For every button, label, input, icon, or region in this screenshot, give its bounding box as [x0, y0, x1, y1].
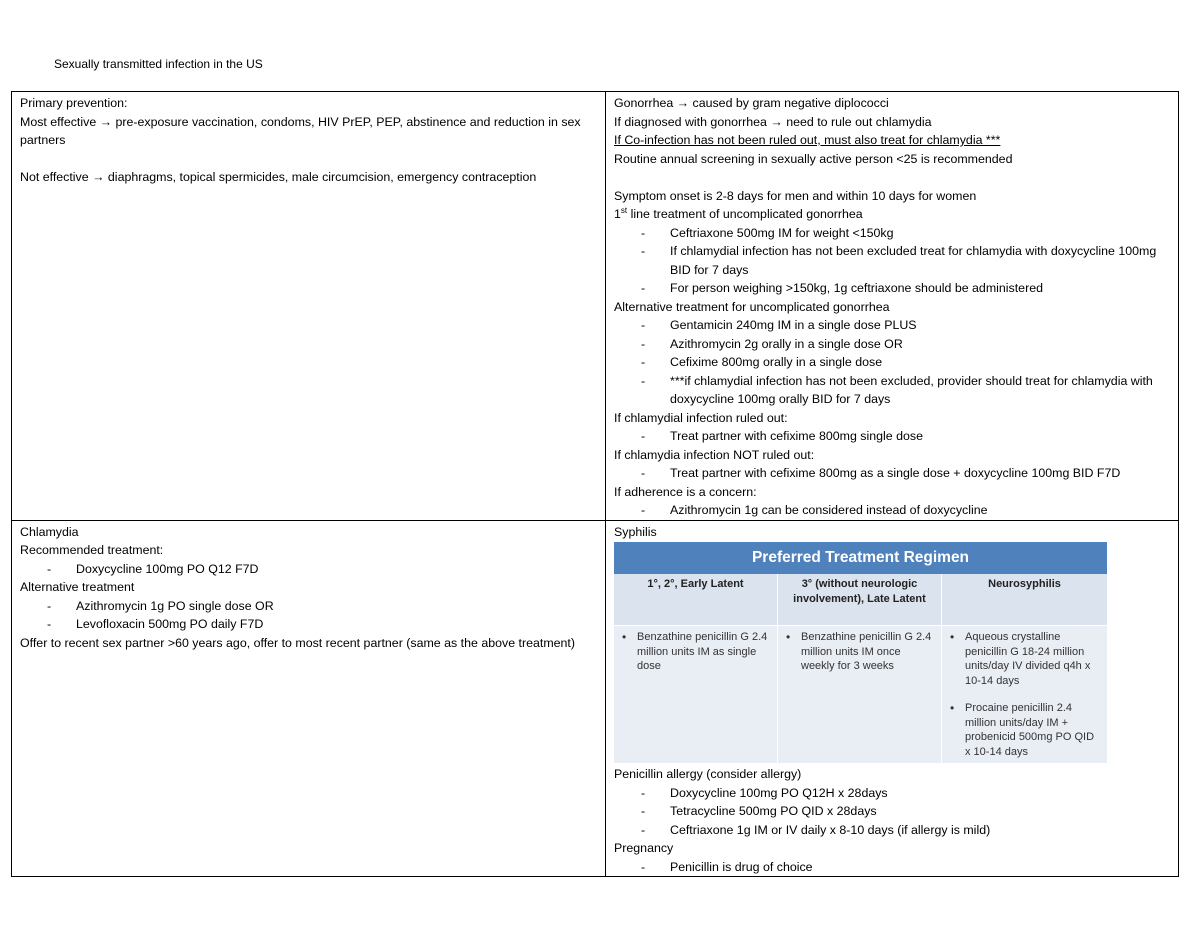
list-item: - Azithromycin 1g can be considered instead of doxycycline — [614, 501, 1172, 520]
list-item: - For person weighing >150kg, 1g ceftriaxone should be administered — [614, 279, 1172, 298]
regimen-column-header: 3° (without neurologic involvement), Late Latent — [778, 574, 942, 625]
notes-table — [11, 91, 1179, 877]
regimen-table — [614, 542, 1107, 763]
list-item: - Ceftriaxone 1g IM or IV daily x 8-10 days (if allergy is mild) — [614, 821, 1172, 840]
list-item: - If chlamydial infection has not been excluded treat for chlamydia with doxycycline 100mg BID for 7 days — [614, 242, 1172, 279]
list-item: - Doxycycline 100mg PO Q12 F7D — [20, 560, 599, 579]
regimen-title: Preferred Treatment Regimen — [614, 542, 1107, 574]
list-item: - Treat partner with cefixime 800mg single dose — [614, 427, 1172, 446]
list-item: - Treat partner with cefixime 800mg as a single dose + doxycycline 100mg BID F7D — [614, 464, 1182, 483]
list-item: - Penicillin is drug of choice — [614, 858, 1172, 877]
gonorrhea-coinfection-note: If Co-infection has not been ruled out, must also treat for chlamydia *** — [614, 133, 1001, 147]
list-item: - Doxycycline 100mg PO Q12H x 28days — [614, 784, 1172, 803]
list-item: - Azithromycin 1g PO single dose OR — [20, 597, 599, 616]
regimen-cell — [614, 625, 778, 763]
gonorrhea-cause: Gonorrhea → caused by gram negative diplococci — [614, 96, 889, 110]
not-ruled-out-heading: If chlamydia infection NOT ruled out: — [614, 447, 815, 462]
regimen-cell — [778, 625, 942, 763]
chlamydia-cell — [12, 520, 606, 877]
gonorrhea-rule-out: If diagnosed with gonorrhea → need to rule out chlamydia — [614, 114, 932, 129]
regimen-column-header: Neurosyphilis — [942, 574, 1107, 625]
list-item: - Tetracycline 500mg PO QID x 28days — [614, 802, 1172, 821]
regimen-item: • Aqueous crystalline penicillin G 18-24 million units/day IV divided q4h x 10-14 days — [948, 630, 1101, 688]
not-effective-text: Not effective → diaphragms, topical spermicides, male circumcision, emergency contraception — [20, 170, 537, 184]
most-effective-text: Most effective → pre-exposure vaccination, condoms, HIV PrEP, PEP, abstinence and reduction in sex partners — [20, 114, 581, 147]
list-item: - Azithromycin 2g orally in a single dose OR — [614, 335, 1172, 354]
ruled-out-heading: If chlamydial infection ruled out: — [614, 410, 788, 425]
regimen-item: • Benzathine penicillin G 2.4 million units IM as single dose — [620, 630, 771, 674]
list-item: - Cefixime 800mg orally in a single dose — [614, 353, 1172, 372]
syphilis-cell — [606, 520, 1179, 877]
page-title: Sexually transmitted infection in the US — [54, 57, 263, 71]
gonorrhea-screening: Routine annual screening in sexually active person <25 is recommended — [614, 151, 1013, 166]
list-item: - Gentamicin 240mg IM in a single dose PLUS — [614, 316, 1172, 335]
regimen-item: • Procaine penicillin 2.4 million units/day IM + probenicid 500mg PO QID x 10-14 days — [948, 701, 1101, 759]
recommended-heading: Recommended treatment: — [20, 543, 164, 557]
table-row — [12, 92, 1179, 521]
primary-prevention-cell — [12, 92, 606, 521]
table-row — [12, 520, 1179, 877]
list-item: - Ceftriaxone 500mg IM for weight <150kg — [614, 224, 1172, 243]
gonorrhea-cell — [606, 92, 1179, 521]
alt-treatment-heading: Alternative treatment for uncomplicated gonorrhea — [614, 299, 890, 314]
first-line-heading: 1st line treatment of uncomplicated gonorrhea — [614, 205, 863, 221]
list-item: - Levofloxacin 500mg PO daily F7D — [20, 615, 599, 634]
regimen-column-header: 1°, 2°, Early Latent — [614, 574, 778, 625]
pregnancy-heading: Pregnancy — [614, 841, 674, 855]
chlamydia-alt-heading: Alternative treatment — [20, 580, 135, 594]
regimen-item: • Benzathine penicillin G 2.4 million units IM once weekly for 3 weeks — [784, 630, 935, 674]
gonorrhea-onset: Symptom onset is 2-8 days for men and within 10 days for women — [614, 188, 977, 203]
allergy-heading: Penicillin allergy (consider allergy) — [614, 767, 802, 781]
regimen-cell — [942, 625, 1107, 763]
syphilis-heading: Syphilis — [614, 524, 657, 539]
partner-note: Offer to recent sex partner >60 years ago, offer to most recent partner (same as the above treatment) — [20, 635, 575, 650]
list-item: - ***if chlamydial infection has not been excluded, provider should treat for chlamydia with doxycycline 100mg orally BID for 7 days — [614, 372, 1172, 409]
adherence-heading: If adherence is a concern: — [614, 484, 757, 499]
chlamydia-heading: Chlamydia — [20, 524, 79, 539]
primary-prevention-heading: Primary prevention: — [20, 96, 128, 110]
